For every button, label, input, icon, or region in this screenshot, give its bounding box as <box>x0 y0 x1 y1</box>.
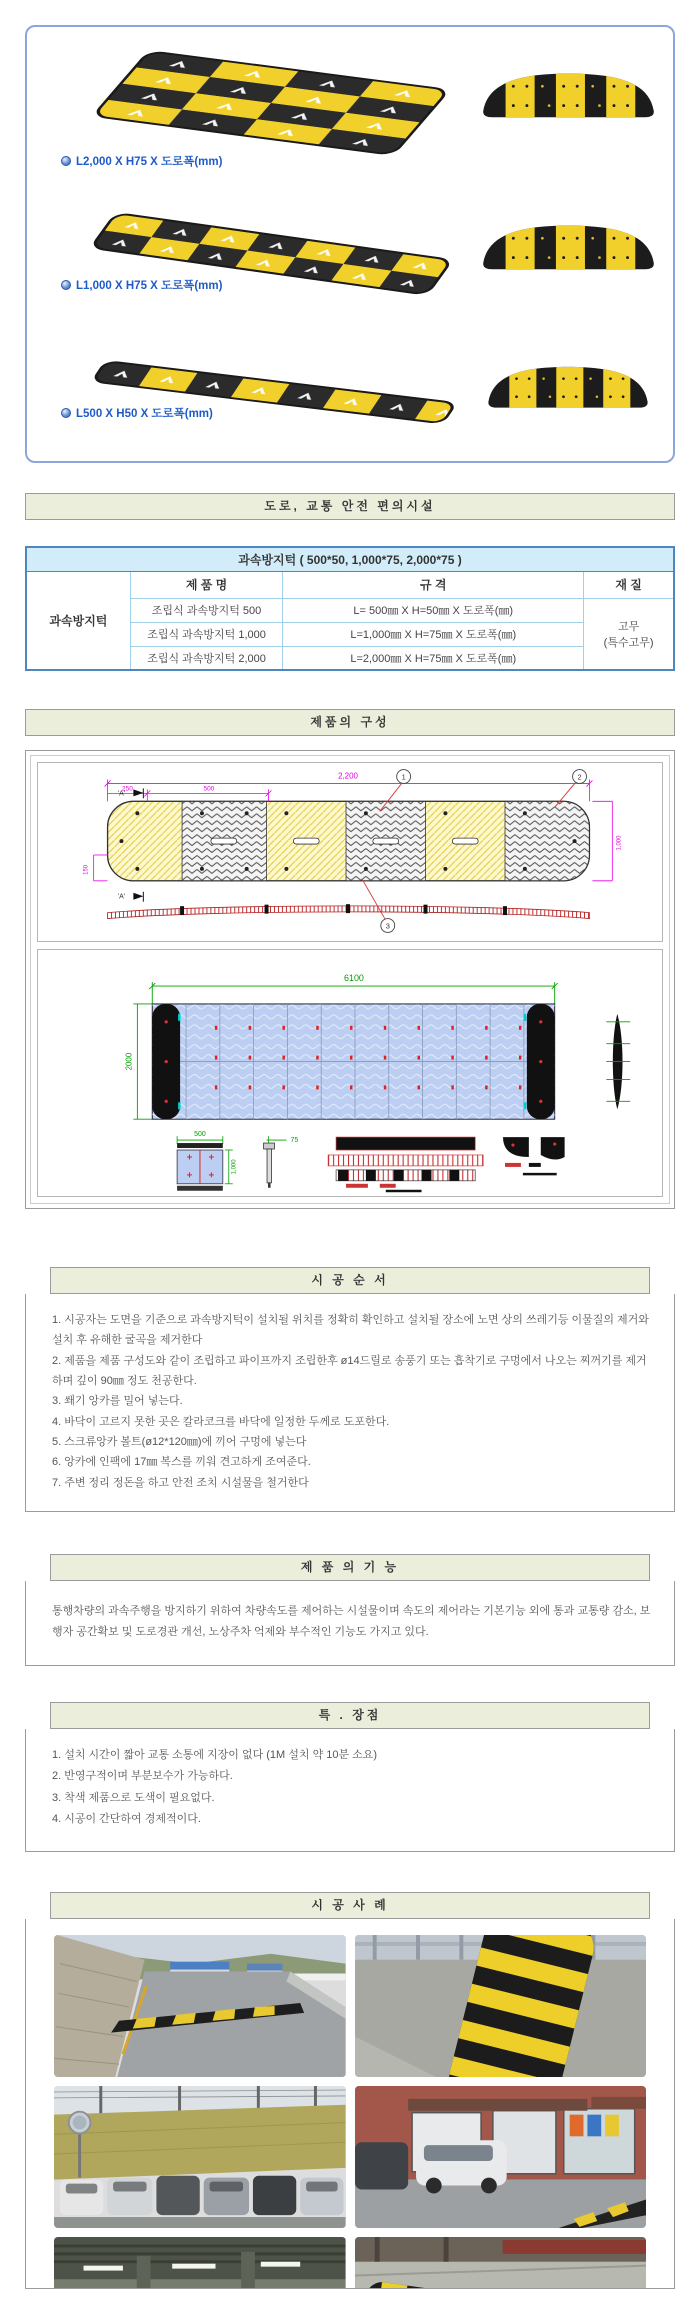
product-row-l2000 <box>35 35 667 175</box>
example-photo-street <box>355 2086 647 2228</box>
advantages-list <box>25 1729 675 1852</box>
product-link-l1000[interactable] <box>61 277 222 293</box>
section-header-advantages: 특 . 장점 <box>50 1702 650 1729</box>
dim-500-label: 500 <box>203 785 215 793</box>
callout-1: 1 <box>401 772 406 782</box>
section-header-function: 제 품 의 기 능 <box>50 1554 650 1581</box>
product-link-l2000[interactable] <box>61 153 222 169</box>
product-label: L1,000 X H75 X 도로폭(mm) <box>76 280 223 292</box>
installation-step: 2. 제품을 제품 구성도와 같이 조립하고 파이프까지 조립한후 ø14드릴로 송풍기 또는 흡착기로 구멍에서 나오는 찌꺼기를 제거하며 깊이 90㎜ 정도 천공한다. <box>52 1354 647 1388</box>
installation-section <box>25 1267 675 1512</box>
section-mark-top: 'A' <box>117 790 126 798</box>
product-page <box>0 25 700 2303</box>
example-photo-garage <box>54 2237 346 2289</box>
section-header-composition: 제품의 구성 <box>25 709 675 736</box>
assembly-drawing <box>37 949 663 1197</box>
bullet-icon <box>61 280 71 290</box>
section-header-examples: 시 공 사 례 <box>50 1892 650 1919</box>
installation-step: 6. 앙카에 인팩에 17㎜ 복스를 끼워 견고하게 조여준다. <box>52 1456 311 1469</box>
advantage-item: 2. 반영구적이며 부분보수가 가능하다. <box>52 1770 233 1783</box>
product-name-cell: 조립식 과속방지턱 2,000 <box>130 646 282 670</box>
function-text: 통행차량의 과속주행을 방지하기 위하여 차량속도를 제어하는 시설물이며 속도의 제어라는 기본기능 외에 통과 교통량 감소, 보행자 공간확보 및 도로경관 개선, 노상주차 억제와 부수적인 기능도 가지고 있다. <box>25 1581 675 1666</box>
examples-section <box>25 1892 675 2289</box>
product-name-cell: 조립식 과속방지턱 1,000 <box>130 622 282 646</box>
installation-step: 4. 바닥이 고르지 못한 곳은 칼라코크를 바닥에 일정한 두께로 도포한다. <box>52 1415 390 1428</box>
spec-col-material: 재 질 <box>584 571 674 598</box>
plan-drawing-svg <box>38 763 662 941</box>
product-row-l500 <box>35 315 667 455</box>
installation-step: 1. 시공자는 도면을 기준으로 과속방지턱이 설치될 위치를 정확히 확인하고 설치될 장소에 노면 상의 쓰레기등 이물질의 제거와 설치 후 유해한 굴곡을 제거한다 <box>52 1314 649 1347</box>
assembly-drawing-svg <box>38 950 662 1196</box>
product-row-l1000 <box>35 175 667 315</box>
callout-2: 2 <box>577 772 582 782</box>
example-photo-road <box>54 1935 346 2077</box>
function-section <box>25 1554 675 1666</box>
example-photo-parking-lot <box>54 2086 346 2228</box>
installation-step: 5. 스크류앙카 볼트(ø12*120㎜)에 끼어 구멍에 넣는다 <box>52 1436 307 1449</box>
product-label: L2,000 X H75 X 도로폭(mm) <box>76 156 223 168</box>
bullet-icon <box>61 408 71 418</box>
dim-overall-label: 2,200 <box>338 771 358 781</box>
product-spec-cell: L= 500㎜ X H=50㎜ X 도로폭(㎜) <box>283 598 584 622</box>
advantage-item: 1. 설치 시간이 짧아 교통 소통에 지장이 없다 (1M 설치 약 10분 소요) <box>52 1748 378 1761</box>
examples-photos <box>25 1919 675 2289</box>
spec-table <box>25 546 675 671</box>
spec-table-rowheader: 과속방지턱 <box>26 571 130 670</box>
product-sideview-l1000 <box>476 215 661 275</box>
bullet-icon <box>61 156 71 166</box>
installation-step: 7. 주변 정리 정돈을 하고 안전 조치 시설물을 철거한다 <box>52 1476 309 1489</box>
dim-1000-unit-label: 1,000 <box>231 1159 238 1175</box>
composition-drawing-panel <box>25 750 675 1209</box>
product-link-l500[interactable] <box>61 405 213 421</box>
product-sideview-l500 <box>482 357 654 413</box>
material-cell: 고무 (특수고무) <box>584 598 674 670</box>
installation-step: 3. 쐐기 앙카를 밀어 넣는다. <box>52 1395 183 1408</box>
advantage-item: 3. 착색 제품으로 도색이 필요없다. <box>52 1791 215 1804</box>
dim-75-bolt-label: 75 <box>290 1137 299 1145</box>
dim-6100-label: 6100 <box>344 973 364 984</box>
plan-drawing <box>37 762 663 942</box>
callout-3: 3 <box>385 921 390 931</box>
section-mark-bottom: 'A' <box>117 893 126 901</box>
spec-col-name: 제 품 명 <box>130 571 282 598</box>
spec-table-title: 과속방지턱 ( 500*50, 1,000*75, 2,000*75 ) <box>26 547 674 571</box>
advantage-item: 4. 시공이 간단하여 경제적이다. <box>52 1813 201 1826</box>
product-render-l1000 <box>35 187 473 315</box>
installation-steps <box>25 1294 675 1512</box>
product-images-panel <box>25 25 675 463</box>
section-header-installation: 시 공 순 서 <box>50 1267 650 1294</box>
product-spec-cell: L=2,000㎜ X H=75㎜ X 도로폭(㎜) <box>283 646 584 670</box>
dim-150-label: 150 <box>83 864 90 875</box>
example-photo-bump-closeup <box>355 1935 647 2077</box>
dim-250-label: 250 <box>122 785 133 793</box>
product-sideview-l2000 <box>476 63 661 123</box>
product-render-l500 <box>35 339 473 455</box>
spec-col-size: 규 격 <box>283 571 584 598</box>
section-header-facility: 도로, 교통 안전 편의시설 <box>25 493 675 520</box>
dim-2000-label: 2000 <box>124 1052 134 1071</box>
dim-500-unit-label: 500 <box>194 1131 206 1139</box>
product-label: L500 X H50 X 도로폭(mm) <box>76 408 213 420</box>
product-spec-cell: L=1,000㎜ X H=75㎜ X 도로폭(㎜) <box>283 622 584 646</box>
example-photo-sidewalk <box>355 2237 647 2289</box>
product-name-cell: 조립식 과속방지턱 500 <box>130 598 282 622</box>
dim-road-label: 1,000 <box>616 835 623 851</box>
advantages-section <box>25 1702 675 1852</box>
